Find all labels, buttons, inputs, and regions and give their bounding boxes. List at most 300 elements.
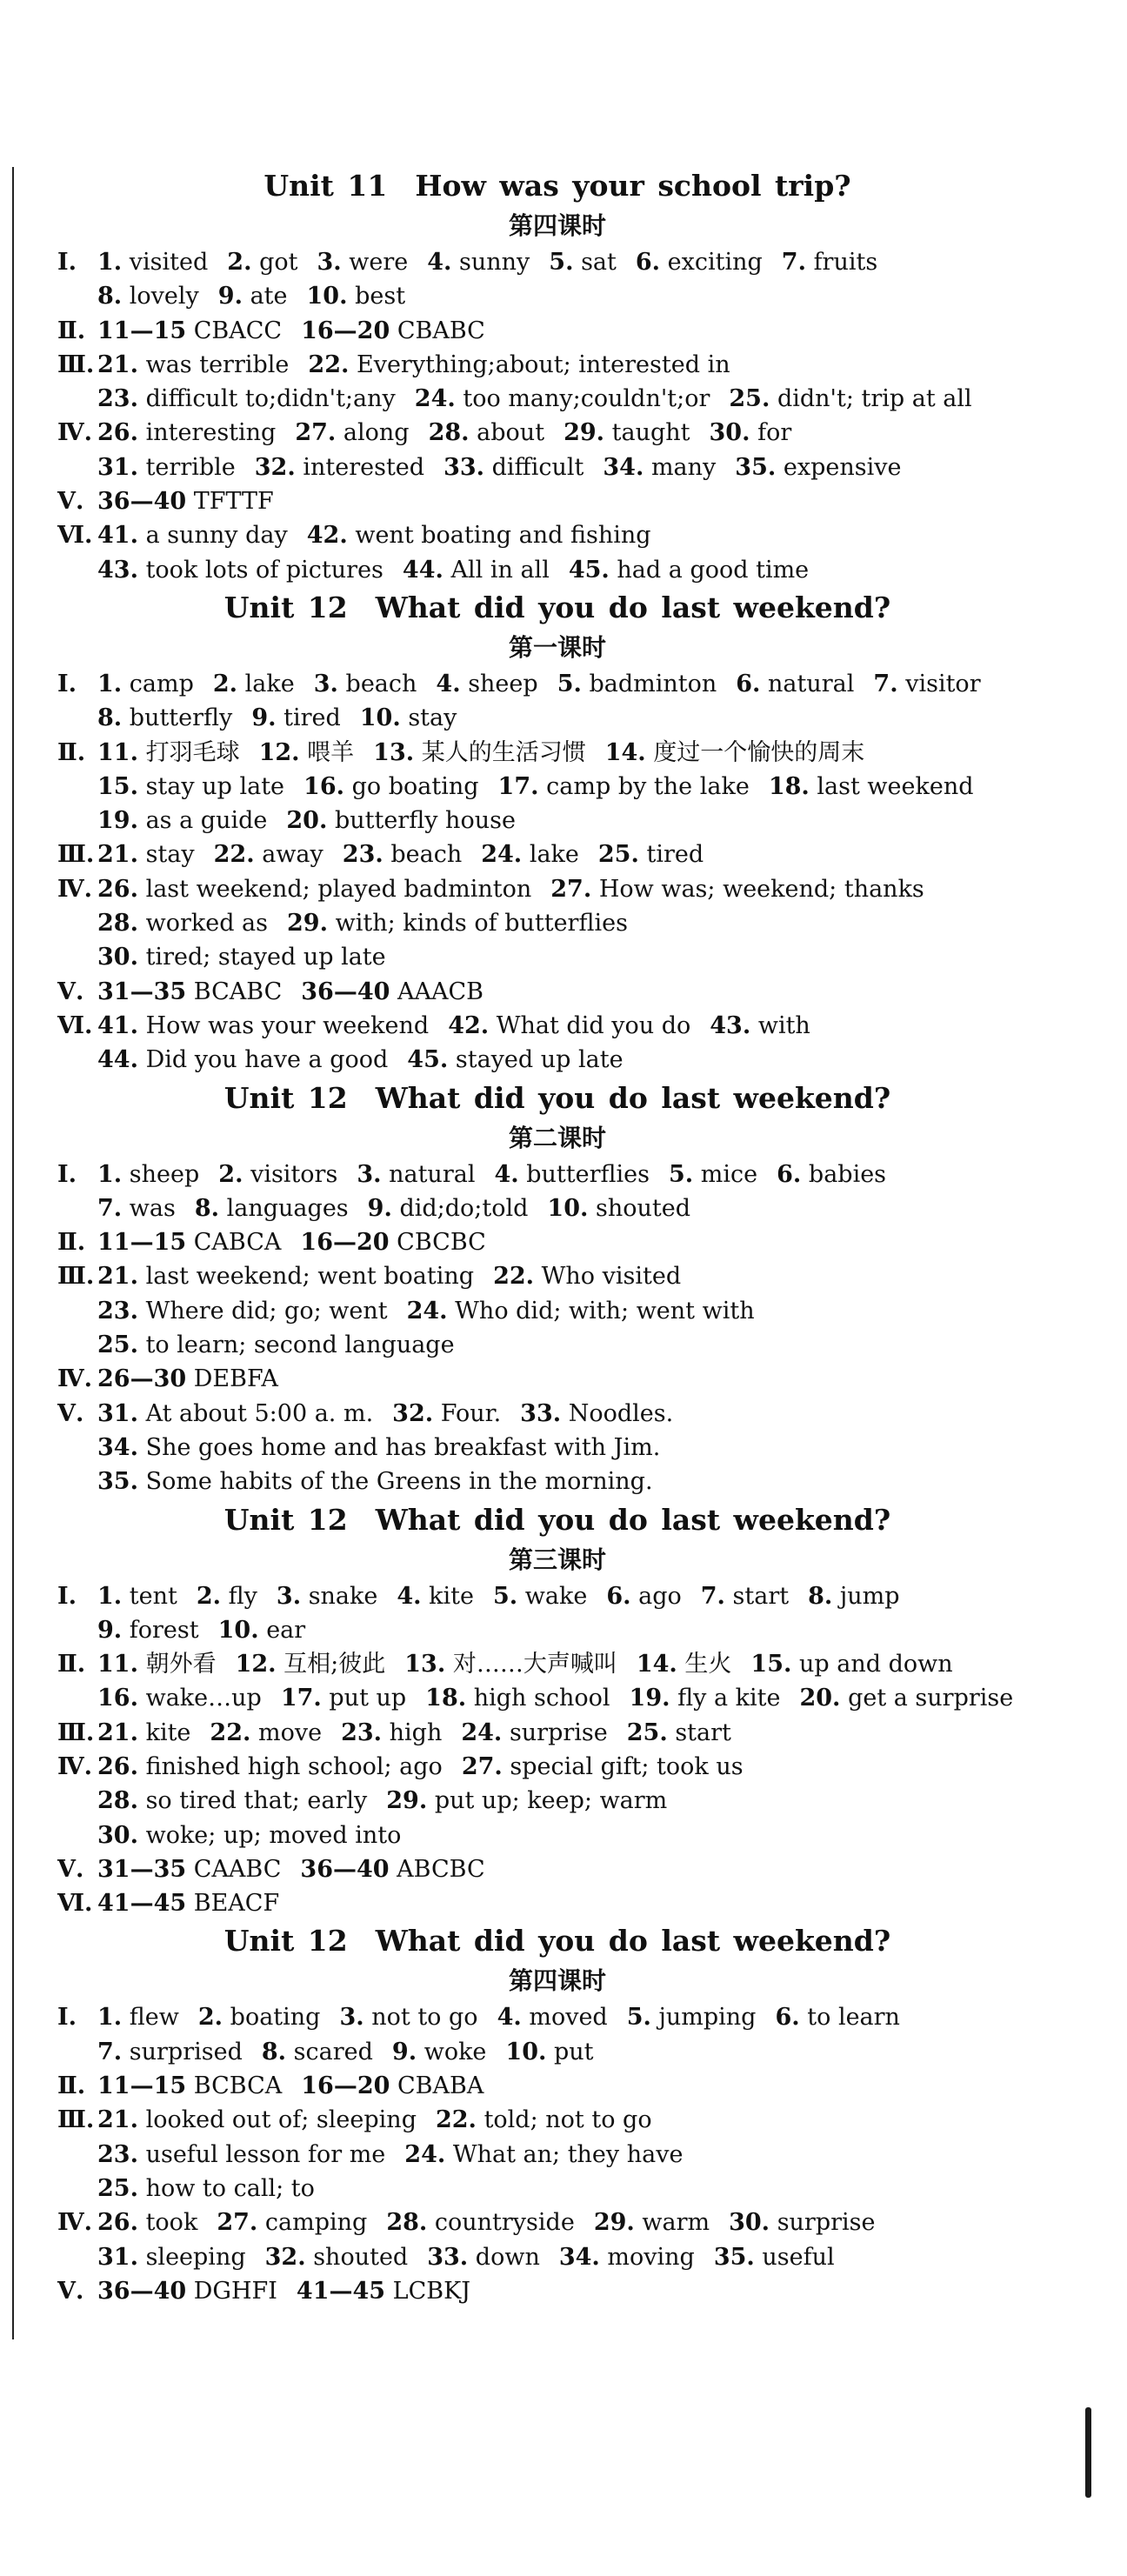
question-number: 7. [97,2038,123,2065]
question-number: 24. [481,841,523,869]
answer-line [57,736,1092,770]
answer-item [227,249,297,276]
answer-text: kite [145,1718,191,1746]
question-number: 24. [461,1718,503,1746]
answer-item [777,1161,886,1188]
answer-line [57,838,1092,871]
question-number: 26. [97,1752,138,1780]
question-number: 14. [604,738,646,766]
question-number: 6. [736,670,761,697]
answer-item [197,1583,257,1610]
answer-text: beach [390,841,463,869]
unit-title: What did you do last weekend? [375,590,891,624]
answer-text: At about 5:00 a. m. [145,1399,374,1427]
answer-item [307,283,406,310]
answer-line [57,1681,1092,1715]
answer-item [251,704,340,731]
answer-text: sleeping [145,2243,246,2271]
question-number: 44. [97,1046,138,1074]
answer-item [462,1753,744,1780]
answer-line [57,2274,1092,2308]
question-number: 33. [443,453,485,481]
answer-item [606,1583,681,1610]
question-number: 29. [593,2209,635,2237]
question-number: 26. [97,419,138,447]
answer-text: move [257,1718,323,1746]
answer-text: exciting [667,249,763,276]
answer-line [57,1750,1092,1784]
question-number: 32. [392,1399,434,1427]
question-number: 12. [258,738,300,766]
answer-text: interesting [145,419,277,447]
question-number: 16—20 [300,1229,390,1257]
answer-text: up and down [799,1651,953,1678]
answer-item [97,1468,653,1495]
question-number: 16. [97,1685,138,1712]
answer-text: flew [129,2004,179,2032]
part-numeral: Ⅴ. [57,978,84,1005]
question-number: 9. [367,1194,392,1222]
answer-item [97,2141,385,2168]
question-number: 30. [97,1821,138,1849]
answer-text: CAABC [193,1855,282,1883]
answer-text: difficult [491,453,584,481]
question-number: 16—20 [301,2072,390,2100]
question-number: 34. [603,453,644,481]
answer-text: Four. [440,1399,502,1427]
answer-text: went boating and fishing [355,522,651,550]
question-number: 7. [873,670,898,697]
question-number: 1. [97,1582,123,1610]
answer-key-page [57,165,1092,2308]
answer-text: useful lesson for me [145,2140,386,2168]
answer-item [97,1195,176,1222]
part-numeral: Ⅴ. [57,1855,84,1883]
question-number: 6. [635,249,661,276]
answer-item [427,2244,540,2271]
answer-text: CABCA [193,1229,282,1257]
unit-number: Unit 12 [223,1080,348,1115]
answer-text: ago [638,1582,682,1610]
question-number: 41—45 [97,1890,187,1918]
question-number: 14. [636,1651,677,1678]
answer-text: fly [228,1582,257,1610]
question-number: 5. [626,2004,651,2032]
answer-text: high school [473,1685,610,1712]
answer-text: lake [529,841,579,869]
question-number: 35. [713,2243,755,2271]
part-numeral: Ⅲ. [57,1263,95,1291]
question-number: 4. [497,2004,522,2032]
question-number: 22. [213,841,255,869]
answer-text: ate [250,283,288,310]
answer-text: had a good time [617,556,810,584]
answer-text: tent [129,1582,177,1610]
question-number: 36—40 [300,1855,390,1883]
answer-item [198,2004,321,2031]
part-numeral: Ⅲ. [57,350,95,378]
answer-item [97,1263,474,1290]
question-number: 2. [212,670,238,697]
question-number: 22. [493,1263,535,1291]
answer-item [569,557,809,584]
part-numeral: Ⅱ. [57,317,86,344]
answer-item [357,1161,475,1188]
question-number: 8. [97,283,123,310]
question-number: 28. [386,2209,428,2237]
answer-text: 打羽毛球 [145,738,240,766]
answer-text: taught [611,419,690,447]
question-number: 27. [295,419,337,447]
question-number: 32. [264,2243,306,2271]
answer-line [57,416,1092,450]
answer-item [97,283,199,310]
answer-item [605,739,865,766]
question-number: 1. [97,2004,123,2032]
answer-text: visitors [250,1160,338,1188]
answer-text: woke; up; moved into [145,1821,402,1849]
answer-item [547,1195,690,1222]
answer-text: finished high school; ago [145,1752,443,1780]
answer-text: get a surprise [848,1685,1014,1712]
answer-line [57,940,1092,974]
answer-item [97,385,396,412]
answer-item [281,1685,406,1712]
answer-item [97,488,274,515]
answer-text: last weekend [817,772,974,800]
answer-text: wake [524,1582,588,1610]
answer-text: stayed up late [455,1046,624,1074]
question-number: 33. [520,1399,562,1427]
answer-text: butterflies [526,1160,650,1188]
answer-text: put [554,2038,594,2065]
answer-item [415,385,710,412]
answer-line [57,1397,1092,1431]
unit-heading [23,165,1092,207]
question-number: 21. [97,1263,138,1291]
answer-item [97,2106,417,2133]
part-numeral: Ⅵ. [57,522,93,550]
answer-item [368,1195,529,1222]
unit-heading [23,1499,1092,1541]
question-number: 19. [97,807,138,835]
question-number: 34. [97,1433,138,1461]
answer-item [559,2244,695,2271]
answer-item [493,1263,681,1290]
question-number: 11—15 [97,1229,187,1257]
question-number: 21. [97,2106,138,2134]
answer-item [425,1685,610,1712]
answer-text: beach [345,670,417,697]
answer-line [57,701,1092,735]
answer-text: jump [839,1582,900,1610]
question-number: 23. [341,1718,383,1746]
question-number: 24. [414,385,456,413]
unit-title: What did you do last weekend? [375,1502,891,1537]
answer-item [598,841,704,868]
answer-text: BCABC [193,978,283,1005]
lesson-heading: 第二课时 [508,1123,606,1152]
answer-item [392,2039,487,2065]
question-number: 8. [194,1194,220,1222]
question-number: 24. [404,2140,446,2168]
answer-item [97,2004,179,2031]
answer-line [57,1465,1092,1498]
answer-item [97,557,383,584]
answer-item [97,1400,373,1427]
answer-item [213,671,295,697]
answer-item [407,1046,623,1073]
answer-item [636,249,763,276]
answer-text: sunny [459,249,530,276]
answer-item [277,1583,377,1610]
answer-item [97,2209,197,2236]
answer-line [57,906,1092,940]
answer-text: terrible [145,453,236,481]
answer-item [97,876,531,903]
answer-item [97,522,288,549]
answer-text: so tired that; early [145,1787,368,1815]
question-number: 22. [308,350,350,378]
answer-line [57,2138,1092,2172]
question-number: 34. [558,2243,600,2271]
question-number: 9. [217,283,243,310]
answer-text: BEACF [193,1890,280,1918]
answer-text: butterfly [129,704,233,732]
answer-line [57,2103,1092,2137]
answer-text: BCBCA [193,2072,283,2100]
question-number: 29. [386,1787,428,1815]
answer-item [97,2244,246,2271]
question-number: 9. [97,1616,123,1644]
answer-text: tired; stayed up late [145,944,386,971]
answer-item [564,419,690,446]
answer-text: ABCBC [397,1855,485,1883]
answer-item [714,2244,835,2271]
answer-line [57,1294,1092,1328]
part-numeral: Ⅰ. [57,1160,77,1188]
question-number: 10. [505,2038,547,2065]
answer-item [97,2039,243,2065]
answer-text: 度过一个愉快的周末 [653,738,865,766]
question-number: 35. [97,1468,138,1496]
part-numeral: Ⅰ. [57,2004,77,2032]
answer-text: put up [329,1685,407,1712]
question-number: 10. [217,1616,259,1644]
answer-item [97,1753,443,1780]
answer-item [448,1012,690,1039]
answer-item [307,522,651,549]
answer-text: special gift; took us [510,1752,744,1780]
answer-text: languages [226,1194,349,1222]
question-number: 36—40 [97,488,187,516]
question-number: 23. [342,841,383,869]
answer-text: start [675,1718,731,1746]
question-number: 30. [729,2209,770,2237]
question-number: 13. [373,738,415,766]
answer-item [392,1400,501,1427]
question-number: 31. [97,1399,138,1427]
answer-item [97,671,194,697]
question-number: 25. [97,1331,138,1359]
answer-item [218,1617,306,1644]
answer-item [637,1651,732,1678]
answer-item [808,1583,899,1610]
part-numeral: Ⅳ. [57,1365,93,1393]
question-number: 35. [735,453,777,481]
answer-item [799,1685,1013,1712]
answer-text: natural [768,670,855,697]
question-number: 20. [286,807,328,835]
answer-text: moved [529,2004,608,2032]
answer-text: woke [423,2038,487,2065]
answer-line [57,1225,1092,1259]
answer-text: took [145,2209,198,2237]
answer-text: lake [244,670,295,697]
answer-item [97,351,289,378]
answer-text: looked out of; sleeping [145,2106,417,2134]
answer-item [286,807,516,834]
answer-text: sat [581,249,617,276]
question-number: 33. [427,2243,469,2271]
answer-line [57,553,1092,587]
answer-text: 互相;彼此 [283,1651,386,1678]
part-numeral: Ⅵ. [57,1011,93,1039]
part-numeral: Ⅲ. [57,2106,95,2134]
answer-line [57,975,1092,1009]
answer-item [301,317,485,344]
question-number: 29. [287,910,328,938]
answer-text: tired [646,841,704,869]
part-numeral: Ⅱ. [57,738,86,766]
question-number: 18. [425,1685,467,1712]
answer-text: mice [700,1160,758,1188]
unit-number: Unit 12 [223,1502,348,1537]
answer-line [57,2035,1092,2069]
answer-item [97,1046,388,1073]
answer-line [57,314,1092,348]
answer-item [97,1890,279,1917]
answer-text: wake…up [145,1685,262,1712]
answer-text: babies [808,1160,887,1188]
question-number: 7. [781,249,806,276]
answer-item [300,1856,484,1883]
answer-line [57,1852,1092,1886]
answer-text: down [475,2243,540,2271]
answer-text: Some habits of the Greens in the morning. [145,1468,653,1496]
question-number: 13. [404,1651,446,1678]
answer-text: a sunny day [145,522,288,550]
question-number: 36—40 [97,2277,187,2305]
answer-text: 朝外看 [145,1651,217,1678]
answer-text: Who visited [541,1263,682,1291]
unit-title: What did you do last weekend? [375,1080,891,1115]
question-number: 6. [606,1582,631,1610]
answer-text: stay up late [145,772,285,800]
answer-item [736,671,854,697]
question-number: 9. [391,2038,417,2065]
answer-item [627,2004,757,2031]
answer-text: for [757,419,792,447]
unit-heading [23,1920,1092,1962]
answer-text: to learn; second language [145,1331,455,1359]
answer-line [57,770,1092,804]
answer-item [97,2072,282,2099]
answer-item [97,1822,401,1849]
answer-text: to learn [807,2004,900,2032]
question-number: 17. [497,772,539,800]
question-number: 3. [313,670,338,697]
answer-text: camp [129,670,194,697]
question-number: 9. [251,704,277,732]
answer-text: 对……大声喊叫 [452,1651,617,1678]
answer-item [97,249,208,276]
answer-item [461,1719,607,1746]
answer-text: scared [293,2038,373,2065]
answer-text: badminton [589,670,717,697]
answer-item [236,1651,386,1678]
answer-text: with; kinds of butterflies [335,910,628,938]
answer-text: expensive [783,453,902,481]
question-number: 31. [97,2243,138,2271]
answer-line [57,1191,1092,1225]
answer-item [339,2004,477,2031]
answer-item [520,1400,673,1427]
answer-text: What an; they have [452,2140,684,2168]
answer-item [404,2141,683,2168]
answer-text: Everything;about; interested in [356,350,730,378]
answer-text: took lots of pictures [145,556,383,584]
question-number: 15. [97,772,138,800]
part-numeral: Ⅲ. [57,841,95,869]
answer-item [397,1583,474,1610]
answer-text: DGHFI [193,2277,277,2305]
answer-item [97,1012,429,1039]
answer-item [97,317,282,344]
part-numeral: Ⅲ. [57,1718,95,1746]
answer-text: warm [642,2209,710,2237]
answer-item [493,1583,587,1610]
answer-text: were [349,249,409,276]
answer-item [287,910,628,937]
answer-item [97,704,232,731]
question-number: 5. [492,1582,518,1610]
part-numeral: Ⅴ. [57,2277,84,2305]
answer-line [57,1886,1092,1920]
answer-text: surprised [129,2038,243,2065]
question-number: 36—40 [301,978,390,1005]
question-number: 1. [97,1160,123,1188]
answer-item [735,454,901,481]
question-number: 18. [768,772,810,800]
part-numeral: Ⅴ. [57,1399,84,1427]
answer-text: Who did; with; went with [455,1297,755,1325]
question-number: 25. [597,841,639,869]
part-numeral: Ⅳ. [57,2209,93,2237]
question-number: 5. [549,249,574,276]
part-numeral: Ⅰ. [57,670,77,697]
answer-text: visitor [905,670,981,697]
answer-item [97,1651,217,1678]
answer-line [57,2172,1092,2206]
edge-mark [1085,2407,1091,2498]
question-number: 43. [97,556,138,584]
answer-item [97,1229,281,1256]
answer-text: worked as [145,910,269,938]
answer-text: CBABA [397,2072,484,2100]
unit-heading [23,587,1092,629]
answer-text: away [262,841,323,869]
